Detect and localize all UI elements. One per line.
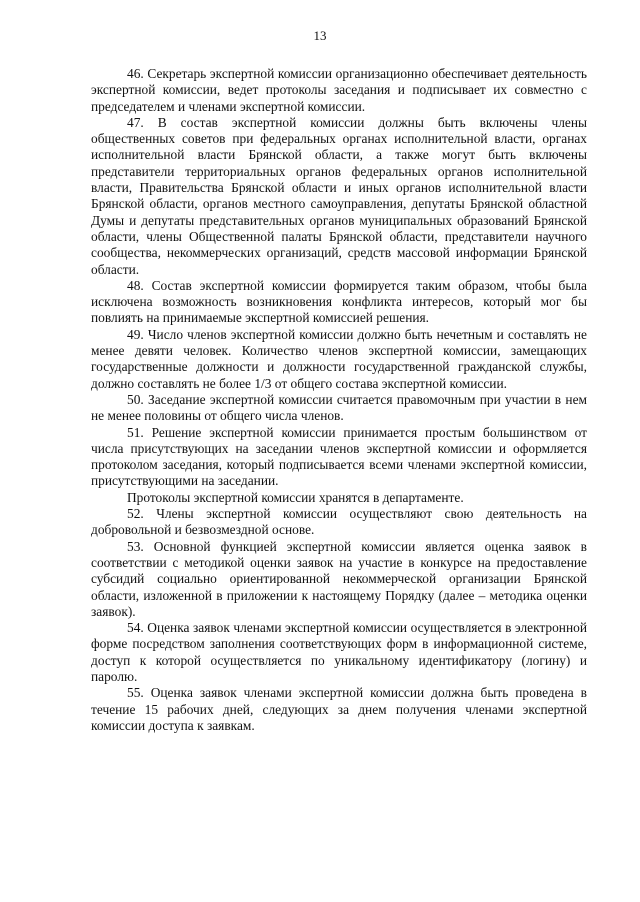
paragraph-52: 52. Члены экспертной комиссии осуществляют свою деятельность на добровольной и безвозмездной основе.: [91, 506, 587, 538]
paragraph-55: 55. Оценка заявок членами экспертной комиссии должна быть проведена в течение 15 рабочих дней, следующих за днем получения членами экспертной комиссии доступа к заявкам.: [91, 685, 587, 733]
paragraph-46: 46. Секретарь экспертной комиссии организационно обеспечивает деятельность экспертной комиссии, ведет протоколы заседания и подписывает их совместно с председателем и членами экспертной комиссии.: [91, 66, 587, 114]
paragraph-53: 53. Основной функцией экспертной комиссии является оценка заявок в соответствии с методикой оценки заявок на участие в конкурсе на предоставление субсидий социально ориентированной некоммерческой организации Брянской области, изложенной в приложении к настоящему Порядку (далее – методика оценки заявок).: [91, 538, 587, 619]
paragraph-54: 54. Оценка заявок членами экспертной комиссии осуществляется в электронной форме посредством заполнения соответствующих форм в информационной системе, доступ к которой осуществляется по уникальному идентификатору (логину) и паролю.: [91, 620, 587, 684]
paragraph-51-protocols: Протоколы экспертной комиссии хранятся в департаменте.: [127, 489, 464, 505]
paragraph-49: 49. Число членов экспертной комиссии должно быть нечетным и составлять не менее девяти человек. Количество членов экспертной комиссии, замещающих государственные должности и должности государственной гражданской службы, должно составлять не более 1/3 от общего состава экспертной комиссии.: [91, 326, 587, 391]
paragraph-51: 51. Решение экспертной комиссии принимается простым большинством от числа присутствующих на заседании членов экспертной комиссии и оформляется протоколом заседания, который подписывается всеми членами экспертной комиссии, присутствующими на заседании.: [91, 424, 587, 489]
paragraph-48: 48. Состав экспертной комиссии формируется таким образом, чтобы была исключена возможность возникновения конфликта интересов, который мог бы повлиять на принимаемые экспертной комиссией решения.: [91, 277, 587, 326]
document-body: [91, 66, 587, 734]
paragraph-47: 47. В состав экспертной комиссии должны быть включены члены общественных советов при федеральных органах исполнительной власти, органах исполнительной власти Брянской области, а также могут быть включены представители территориальных органов федеральных органов исполнительной власти, Правительства Брянской области и иных органов исполнительной власти Брянской области, органов местного самоуправления, депутаты Брянской областной Думы и депутаты представительных органов муниципальных образований Брянской области, члены Общественной палаты Брянской области, представители научного сообщества, некоммерческих организаций, средств массовой информации Брянской области.: [91, 114, 587, 277]
paragraph-50: 50. Заседание экспертной комиссии считается правомочным при участии в нем не менее половины от общего числа членов.: [91, 391, 587, 424]
page-number: 13: [313, 28, 327, 43]
